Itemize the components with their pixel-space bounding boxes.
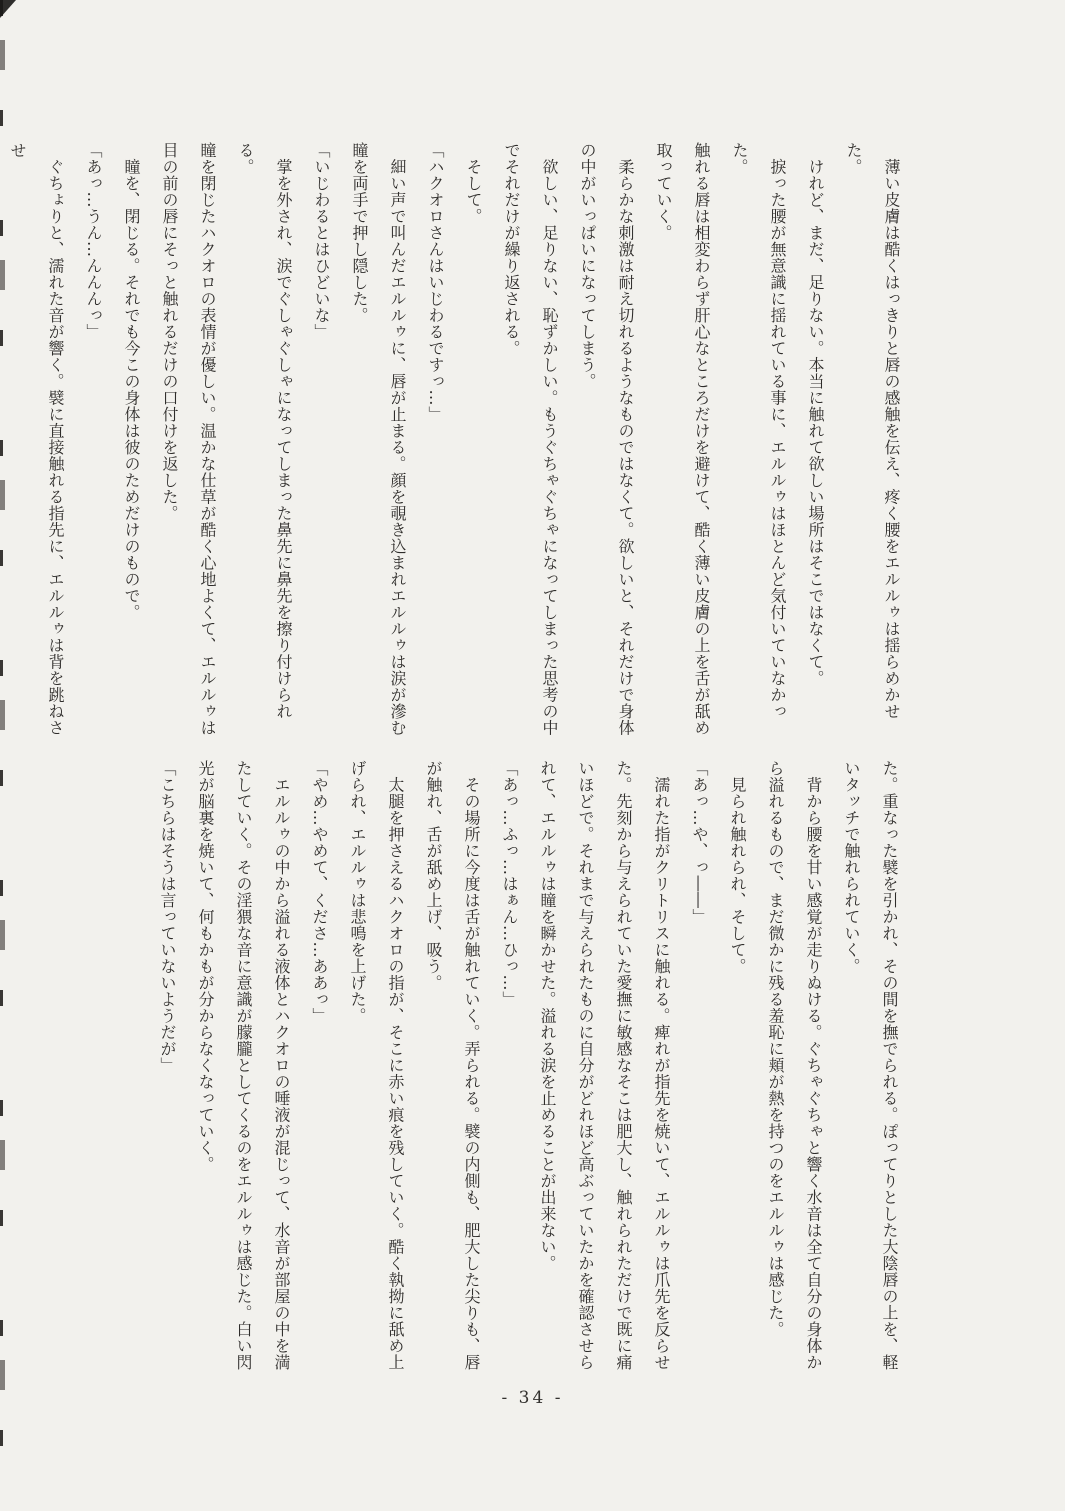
paragraph: 背から腰を甘い感覚が走りぬける。ぐちゃぐちゃと響く水音は全て自分の身体から溢れるもので、まだ微かに残る羞恥に頬が熱を持つのをエルルゥは感じた。 xyxy=(766,760,823,1371)
paragraph: 欲しい、足りない、恥ずかしい。もうぐちゃぐちゃになってしまった思考の中でそれだけが繰り返される。 xyxy=(502,142,559,736)
paragraph-dialogue: 「あっ…や、っ――」 xyxy=(690,760,709,925)
text-block-upper xyxy=(0,142,910,750)
paragraph: けれど、まだ、足りない。本当に触れて欲しい場所はそこではなくて。 xyxy=(806,142,825,687)
paragraph: 触れる唇は相変わらず肝心なところだけを避けて、酷く薄い皮膚の上を舌が舐め取っていく。 xyxy=(654,142,711,736)
paragraph: ぐちょりと、濡れた音が響く。襞に直接触れる指先に、エルルゥは背を跳ねさせ xyxy=(8,142,65,736)
scan-corner-artifact xyxy=(0,0,16,18)
paragraph: 濡れた指がクリトリスに触れる。痺れが指先を焼いて、エルルゥは爪先を反らせた。先刻から与えられていた愛撫に敏感なそこは肥大し、触れられただけで既に痛いほどで。それまで与えられたものに自分がどれほど高ぶっていたかを確認させられて、エルルゥは瞳を瞬かせた。溢れる涙を止めることが出来ない。 xyxy=(538,760,671,1371)
paragraph-dialogue: 「こちらはそうは言っていないようだが」 xyxy=(158,760,177,1074)
text-block-lower xyxy=(148,760,908,1374)
paragraph: 瞳を、閉じる。それでも今この身体は彼のためだけのもので。 xyxy=(122,142,141,621)
page-number: - 34 - xyxy=(501,1388,564,1408)
paragraph: そして。 xyxy=(464,142,483,225)
paragraph-dialogue: 「ハクオロさんはいじわるですっ…」 xyxy=(426,142,445,423)
paragraph: 掌を外され、涙でぐしゃぐしゃになってしまった鼻先に鼻先を擦り付けられる。 xyxy=(236,142,293,720)
paragraph-dialogue: 「いじわるとはひどいな」 xyxy=(312,142,331,340)
paragraph-dialogue: 「やめ…やめて、くださ…ああっ」 xyxy=(310,760,329,1024)
paragraph: 捩った腰が無意識に揺れている事に、エルルゥはほとんど気付いていなかった。 xyxy=(730,142,787,720)
paragraph-dialogue: 「あっ…うん…んんんっ」 xyxy=(84,142,103,340)
paragraph: 薄い皮膚は酷くはっきりと唇の感触を伝え、疼く腰をエルルゥは揺らめかせた。 xyxy=(844,142,901,720)
paragraph: 太腿を押さえるハクオロの指が、そこに赤い痕を残していく。酷く執拗に舐め上げられ、エルルゥは悲鳴を上げた。 xyxy=(348,760,405,1371)
paragraph: 細い声で叫んだエルルゥに、唇が止まる。顔を覗き込まれエルルゥは涙が滲む瞳を両手で押し隠した。 xyxy=(350,142,407,736)
paragraph: 瞳を閉じたハクオロの表情が優しい。温かな仕草が酷く心地よくて、エルルゥは目の前の唇にそっと触れるだけの口付けを返した。 xyxy=(160,142,217,736)
paragraph: その場所に今度は舌が触れていく。弄られる。襞の内側も、肥大した尖りも、唇が触れ、舌が舐め上げ、吸う。 xyxy=(424,760,481,1371)
paragraph: 見られ触れられ、そして。 xyxy=(728,760,747,975)
paragraph: 柔らかな刺激は耐え切れるようなものではなくて。欲しいと、それだけで身体の中がいっぱいになってしまう。 xyxy=(578,142,635,736)
paragraph: た。重なった襞を引かれ、その間を撫でられる。ぽってりとした大陰唇の上を、軽いタッチで触れられていく。 xyxy=(842,760,899,1371)
paragraph: エルルゥの中から溢れる液体とハクオロの唾液が混じって、水音が部屋の中を満たしていく。その淫猥な音に意識が朦朧としてくるのをエルルゥは感じた。白い閃光が脳裏を焼いて、何もかもが分からなくなっていく。 xyxy=(196,760,291,1371)
paragraph-dialogue: 「あっ…ふっ…はぁん…ひっ…」 xyxy=(500,760,519,1008)
